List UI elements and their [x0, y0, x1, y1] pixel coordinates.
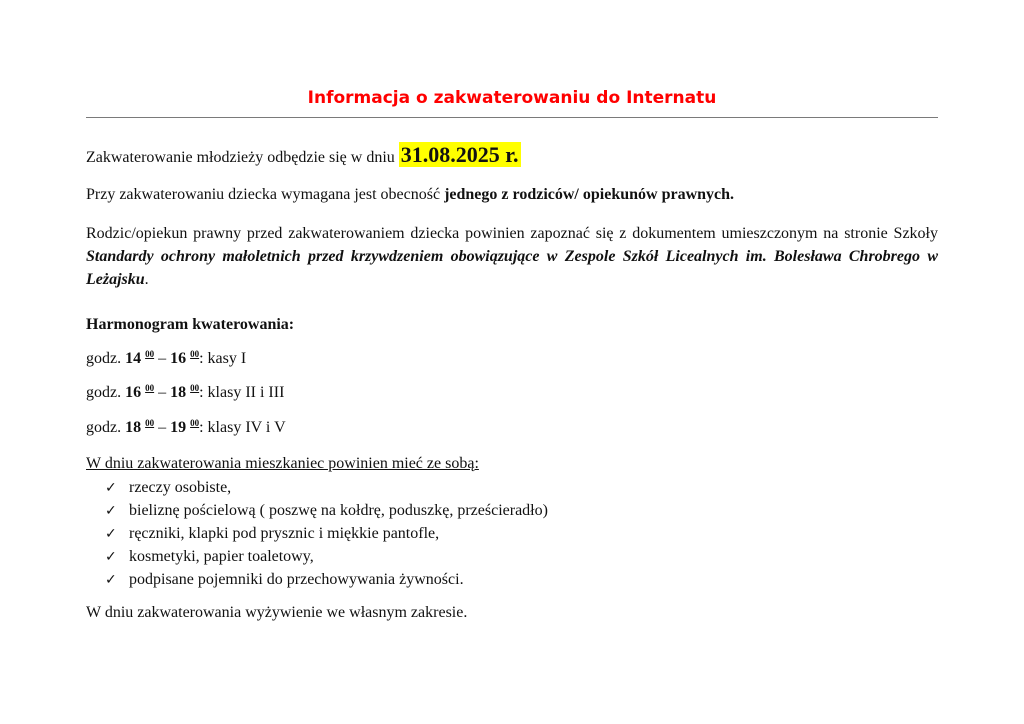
schedule-row [86, 418, 286, 437]
standards-end: . [144, 271, 149, 288]
schedule-row [86, 349, 246, 368]
standards-document-name: Standardy ochrony małoletnich przed krzywdzeniem obowiązujące w Zespole Szkół Licealnych im. Bolesława Chrobrego w Leżajsku [86, 248, 938, 288]
list-item-text: podpisane pojemniki do przechowywania żywności. [129, 571, 464, 588]
parent-requirement-line [86, 186, 734, 204]
list-item-text: kosmetyki, papier toaletowy, [129, 548, 314, 565]
check-icon: ✓ [105, 549, 117, 565]
list-item [105, 499, 548, 522]
schedule-dash: – [154, 350, 171, 367]
schedule-label: : klasy IV i V [199, 419, 286, 436]
list-item [105, 476, 548, 499]
check-icon: ✓ [105, 572, 117, 588]
list-item [105, 545, 548, 568]
schedule-start-hour: 14 [125, 350, 142, 367]
check-icon: ✓ [105, 480, 117, 496]
date-line [86, 142, 521, 168]
schedule-end-hour: 16 [170, 350, 187, 367]
schedule-dash: – [154, 384, 171, 401]
parent-requirement-bold: jednego z rodziców/ opiekunów prawnych. [444, 186, 735, 203]
bring-list [105, 476, 548, 591]
date-line-text: Zakwaterowanie młodzieży odbędzie się w dniu [86, 149, 399, 166]
title-divider [86, 117, 938, 118]
schedule-label: : kasy I [199, 350, 247, 367]
check-icon: ✓ [105, 503, 117, 519]
list-item-text: bieliznę pościelową ( poszwę na kołdrę, poduszkę, prześcieradło) [129, 502, 548, 519]
schedule-end-hour: 19 [170, 419, 187, 436]
footer-note: W dniu zakwaterowania wyżywienie we własnym zakresie. [86, 604, 468, 621]
date-highlight: 31.08.2025 r. [400, 142, 519, 167]
schedule-start-min: 00 [145, 418, 155, 428]
parent-requirement-text: Przy zakwaterowaniu dziecka wymagana jest obecność [86, 186, 445, 203]
list-item-text: rzeczy osobiste, [129, 479, 232, 496]
list-item-text: ręczniki, klapki pod prysznic i miękkie pantofle, [129, 525, 440, 542]
schedule-dash: – [154, 419, 171, 436]
schedule-row [86, 383, 284, 402]
check-icon: ✓ [105, 526, 117, 542]
schedule-prefix: godz. [86, 350, 126, 367]
schedule-end-hour: 18 [170, 384, 187, 401]
list-item [105, 522, 548, 545]
schedule-start-min: 00 [145, 349, 155, 359]
schedule-end-min: 00 [190, 349, 200, 359]
schedule-prefix: godz. [86, 419, 126, 436]
document-title: Informacja o zakwaterowaniu do Internatu [307, 88, 717, 108]
bring-heading: W dniu zakwaterowania mieszkaniec powinien mieć ze sobą: [86, 455, 479, 472]
schedule-prefix: godz. [86, 384, 126, 401]
standards-paragraph [86, 222, 938, 291]
schedule-end-min: 00 [190, 383, 200, 393]
standards-text: Rodzic/opiekun prawny przed zakwaterowaniem dziecka powinien zapoznać się z dokumentem umieszczonym na stronie Szkoły [86, 225, 938, 242]
schedule-heading: Harmonogram kwaterowania: [86, 316, 295, 333]
schedule-label: : klasy II i III [199, 384, 285, 401]
list-item [105, 568, 548, 591]
schedule-start-min: 00 [145, 383, 155, 393]
schedule-start-hour: 18 [125, 419, 142, 436]
schedule-start-hour: 16 [125, 384, 142, 401]
schedule-end-min: 00 [190, 418, 200, 428]
